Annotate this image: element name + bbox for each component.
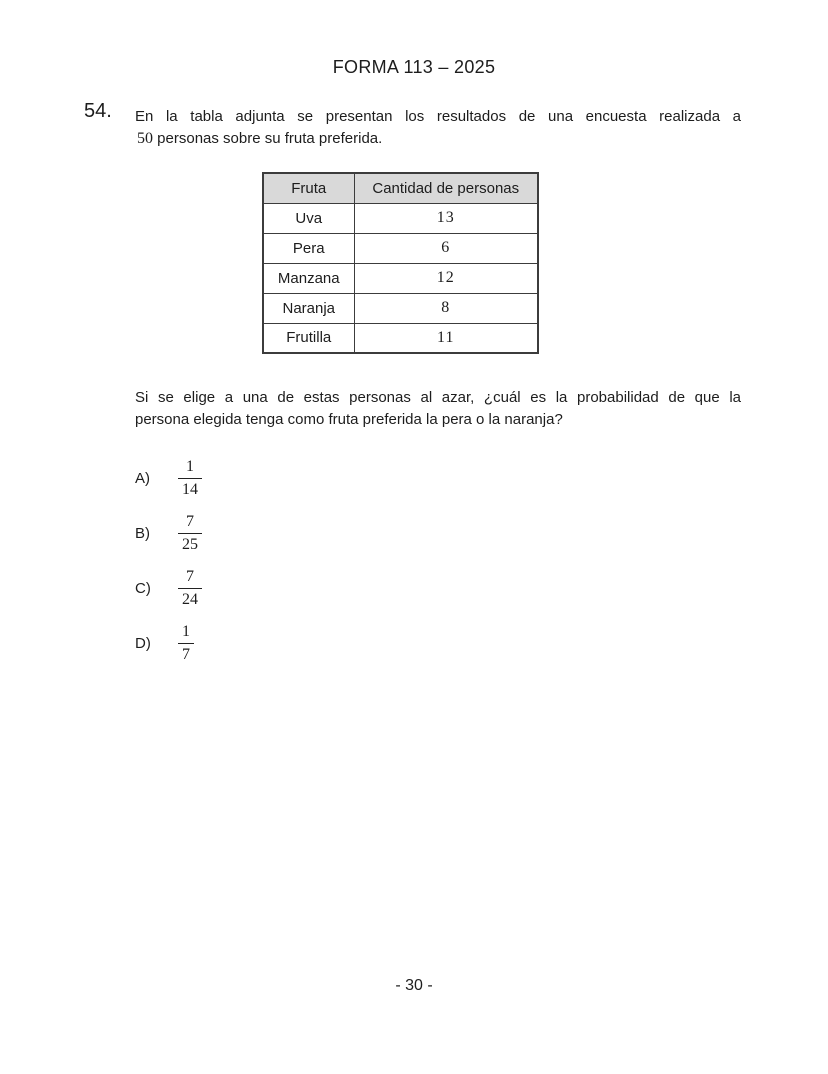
table-row bbox=[263, 323, 538, 353]
option-a-fraction bbox=[178, 457, 202, 500]
fruit-name: Frutilla bbox=[263, 323, 354, 353]
option-c-denominator: 24 bbox=[182, 590, 198, 608]
option-d-label: D) bbox=[135, 634, 151, 652]
survey-count: 50 bbox=[137, 130, 153, 147]
table-header-cantidad: Cantidad de personas bbox=[354, 173, 538, 203]
fruit-count: 11 bbox=[354, 323, 538, 353]
fruit-name: Pera bbox=[263, 233, 354, 263]
fruit-count: 8 bbox=[354, 293, 538, 323]
table-row bbox=[263, 233, 538, 263]
option-c-label: C) bbox=[135, 579, 151, 597]
fruit-table bbox=[262, 172, 539, 354]
option-c bbox=[135, 565, 202, 611]
option-d bbox=[135, 620, 202, 666]
question-intro-line2 bbox=[135, 128, 741, 150]
table-header-fruta: Fruta bbox=[263, 173, 354, 203]
fruit-name: Uva bbox=[263, 203, 354, 233]
table-row bbox=[263, 263, 538, 293]
option-a-numerator: 1 bbox=[178, 457, 202, 479]
option-b-denominator: 25 bbox=[182, 535, 198, 553]
option-a-denominator: 14 bbox=[182, 480, 198, 498]
question-intro-line1: En la tabla adjunta se presentan los resultados de una encuesta realizada a bbox=[135, 108, 741, 125]
question-intro-line2-text: personas sobre su fruta preferida. bbox=[153, 130, 383, 147]
page-title: FORMA 113 – 2025 bbox=[332, 57, 496, 77]
option-c-fraction bbox=[178, 567, 202, 610]
option-c-numerator: 7 bbox=[178, 567, 202, 589]
question-intro bbox=[135, 106, 741, 150]
option-b-label: B) bbox=[135, 524, 150, 542]
option-a bbox=[135, 455, 202, 501]
option-b-numerator: 7 bbox=[178, 512, 202, 534]
option-b-fraction bbox=[178, 512, 202, 555]
question-prompt bbox=[135, 387, 741, 431]
table-row bbox=[263, 203, 538, 233]
option-b bbox=[135, 510, 202, 556]
fruit-name: Manzana bbox=[263, 263, 354, 293]
question-number: 54. bbox=[84, 100, 112, 122]
table-header-row bbox=[263, 173, 538, 203]
option-d-numerator: 1 bbox=[178, 622, 194, 644]
question-prompt-line2: persona elegida tenga como fruta preferida la pera o la naranja? bbox=[135, 411, 563, 428]
option-d-fraction bbox=[178, 622, 194, 665]
fruit-count: 6 bbox=[354, 233, 538, 263]
fruit-count: 13 bbox=[354, 203, 538, 233]
answer-options bbox=[135, 455, 202, 675]
fruit-count: 12 bbox=[354, 263, 538, 293]
option-a-label: A) bbox=[135, 469, 150, 487]
question-prompt-line1: Si se elige a una de estas personas al azar, ¿cuál es la probabilidad de que la bbox=[135, 389, 741, 406]
fruit-name: Naranja bbox=[263, 293, 354, 323]
option-d-denominator: 7 bbox=[182, 645, 190, 663]
table-row bbox=[263, 293, 538, 323]
page-number: - 30 - bbox=[395, 977, 433, 994]
